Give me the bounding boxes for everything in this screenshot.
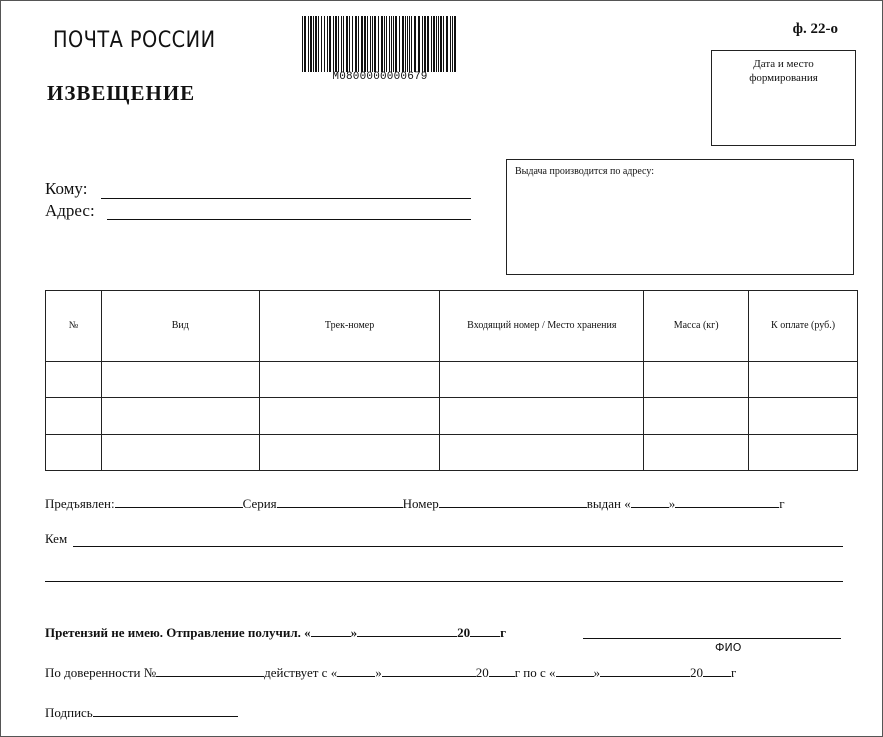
russian-post-logo: ПОЧТА РОССИИ (53, 28, 216, 53)
issued-day-field[interactable] (631, 495, 669, 508)
barcode-bar (318, 16, 319, 72)
proxy-to-month-field[interactable] (600, 664, 690, 677)
table-row (46, 434, 858, 470)
barcode-bar (424, 16, 426, 72)
table-cell[interactable] (749, 362, 858, 398)
table-cell[interactable] (440, 434, 644, 470)
column-header-payment: К оплате (руб.) (749, 291, 858, 362)
barcode-bar (422, 16, 423, 72)
barcode-bar (315, 16, 317, 72)
column-header-weight: Масса (кг) (644, 291, 749, 362)
issued-year-suffix: г (779, 496, 785, 511)
issued-by-field[interactable] (73, 546, 843, 547)
presented-line (45, 495, 785, 512)
barcode-bar (321, 16, 322, 72)
table-cell[interactable] (749, 434, 858, 470)
barcode-bar (386, 16, 387, 72)
barcode-bar (349, 16, 350, 72)
to-label: Кому: (45, 179, 88, 198)
barcode-number: M0800000000679 (332, 71, 428, 83)
signature-field[interactable] (93, 704, 238, 717)
table-cell[interactable] (46, 434, 102, 470)
fio-label: ФИО (715, 641, 742, 654)
issued-close-quote: » (668, 496, 676, 511)
number-field[interactable] (439, 495, 587, 508)
barcode-bar (414, 16, 416, 72)
barcode-bar (329, 16, 331, 72)
proxy-close-quote: » (375, 665, 382, 680)
barcode-bar (427, 16, 429, 72)
barcode-bar (446, 16, 448, 72)
barcode-bar (302, 16, 303, 72)
column-header-track: Трек-номер (259, 291, 440, 362)
barcode-bar (341, 16, 342, 72)
barcode-bar (346, 16, 348, 72)
proxy-from-year-field[interactable] (489, 664, 515, 677)
proxy-valid-from: действует с « (264, 665, 338, 680)
barcode-bar (335, 16, 337, 72)
date-place-box (711, 50, 856, 146)
delivery-address-box (506, 159, 854, 275)
barcode-bar (418, 16, 420, 72)
receipt-day-field[interactable] (311, 624, 351, 637)
barcode-bar (352, 16, 353, 72)
table-cell[interactable] (101, 434, 259, 470)
barcode-bar (378, 16, 379, 72)
barcode-bar (393, 16, 394, 72)
barcode-bar (333, 16, 334, 72)
barcode-bar (364, 16, 366, 72)
barcode-bar (343, 16, 344, 72)
series-label: Серия (242, 496, 277, 511)
table-header-row (46, 291, 858, 362)
barcode-bar (304, 16, 306, 72)
table-cell[interactable] (101, 398, 259, 434)
barcode-bar (405, 16, 406, 72)
issued-by-field-2[interactable] (45, 581, 843, 582)
signature-label: Подпись (45, 705, 93, 720)
fio-field[interactable] (583, 638, 841, 639)
proxy-number-field[interactable] (156, 664, 264, 677)
date-box-line1: Дата и место (753, 58, 814, 70)
table-cell[interactable] (440, 362, 644, 398)
receipt-close-quote: » (350, 625, 358, 640)
presented-field[interactable] (115, 495, 243, 508)
barcode-bar (384, 16, 385, 72)
to-field[interactable] (101, 198, 471, 199)
barcode-bar (389, 16, 390, 72)
barcode-bar (367, 16, 368, 72)
by-label: Кем (45, 531, 68, 546)
series-field[interactable] (277, 495, 403, 508)
address-label: Адрес: (45, 201, 95, 220)
barcode-bar (308, 16, 309, 72)
barcode-bar (395, 16, 397, 72)
barcode-bar (440, 16, 442, 72)
proxy-year-prefix: 20 (475, 665, 489, 680)
barcode-bar (361, 16, 363, 72)
proxy-year-prefix-2: 20 (690, 665, 704, 680)
barcode-bar (370, 16, 371, 72)
barcode-bar (402, 16, 404, 72)
proxy-line (45, 664, 736, 681)
barcode-bar (374, 16, 376, 72)
barcode-bar (409, 16, 410, 72)
issued-date-field[interactable] (675, 495, 779, 508)
table-cell[interactable] (259, 434, 440, 470)
table-cell[interactable] (440, 398, 644, 434)
receipt-line (45, 624, 506, 641)
column-header-number: № (46, 291, 102, 362)
table-row (46, 398, 858, 434)
proxy-until: г по с « (514, 665, 556, 680)
barcode-bar (452, 16, 453, 72)
barcode-bar (358, 16, 359, 72)
table-cell[interactable] (749, 398, 858, 434)
barcode-bar (310, 16, 312, 72)
signature-line (45, 704, 238, 721)
receipt-month-field[interactable] (357, 624, 457, 637)
number-label: Номер (402, 496, 439, 511)
table-cell[interactable] (46, 362, 102, 398)
proxy-year-suffix: г (731, 665, 737, 680)
table-cell[interactable] (644, 398, 749, 434)
barcode-bar (327, 16, 328, 72)
barcode-bar (338, 16, 339, 72)
barcode-bar (443, 16, 444, 72)
column-header-type: Вид (101, 291, 259, 362)
address-field[interactable] (107, 219, 471, 220)
barcode-bar (411, 16, 412, 72)
page-title: ИЗВЕЩЕНИЕ (47, 81, 196, 105)
barcode-bar (324, 16, 325, 72)
presented-label: Предъявлен: (45, 496, 115, 511)
proxy-from-day-field[interactable] (337, 664, 375, 677)
barcode-bar (454, 16, 456, 72)
column-header-incoming: Входящий номер / Место хранения (440, 291, 644, 362)
table-cell[interactable] (644, 362, 749, 398)
proxy-to-year-field[interactable] (703, 664, 731, 677)
barcode-bar (381, 16, 383, 72)
table-cell[interactable] (644, 434, 749, 470)
barcode-bar (450, 16, 451, 72)
table-cell[interactable] (101, 362, 259, 398)
receipt-year-suffix: г (500, 625, 507, 640)
proxy-label: По доверенности № (45, 665, 157, 680)
table-cell[interactable] (46, 398, 102, 434)
table-cell[interactable] (259, 362, 440, 398)
barcode-bar (436, 16, 437, 72)
receipt-year-prefix: 20 (457, 625, 471, 640)
barcode-bar (407, 16, 408, 72)
proxy-close-quote-2: » (593, 665, 601, 680)
barcode-icon (301, 16, 459, 72)
date-box-line2: формирования (749, 72, 818, 85)
barcode-bar (438, 16, 439, 72)
barcode-bar (431, 16, 432, 72)
barcode-bar (433, 16, 435, 72)
barcode-bar (391, 16, 392, 72)
delivery-address-label: Выдача производится по адресу: (515, 166, 654, 177)
form-code: ф. 22-о (792, 21, 838, 37)
issued-label: выдан « (586, 496, 631, 511)
receipt-text: Претензий не имею. Отправление получил. « (45, 625, 311, 640)
proxy-from-month-field[interactable] (382, 664, 476, 677)
table-cell[interactable] (259, 398, 440, 434)
items-table (45, 290, 858, 471)
proxy-to-day-field[interactable] (556, 664, 594, 677)
barcode-bar (313, 16, 314, 72)
table-row (46, 362, 858, 398)
barcode-bar (355, 16, 357, 72)
barcode-bar (399, 16, 400, 72)
barcode-bar (372, 16, 373, 72)
receipt-year-field[interactable] (470, 624, 500, 637)
